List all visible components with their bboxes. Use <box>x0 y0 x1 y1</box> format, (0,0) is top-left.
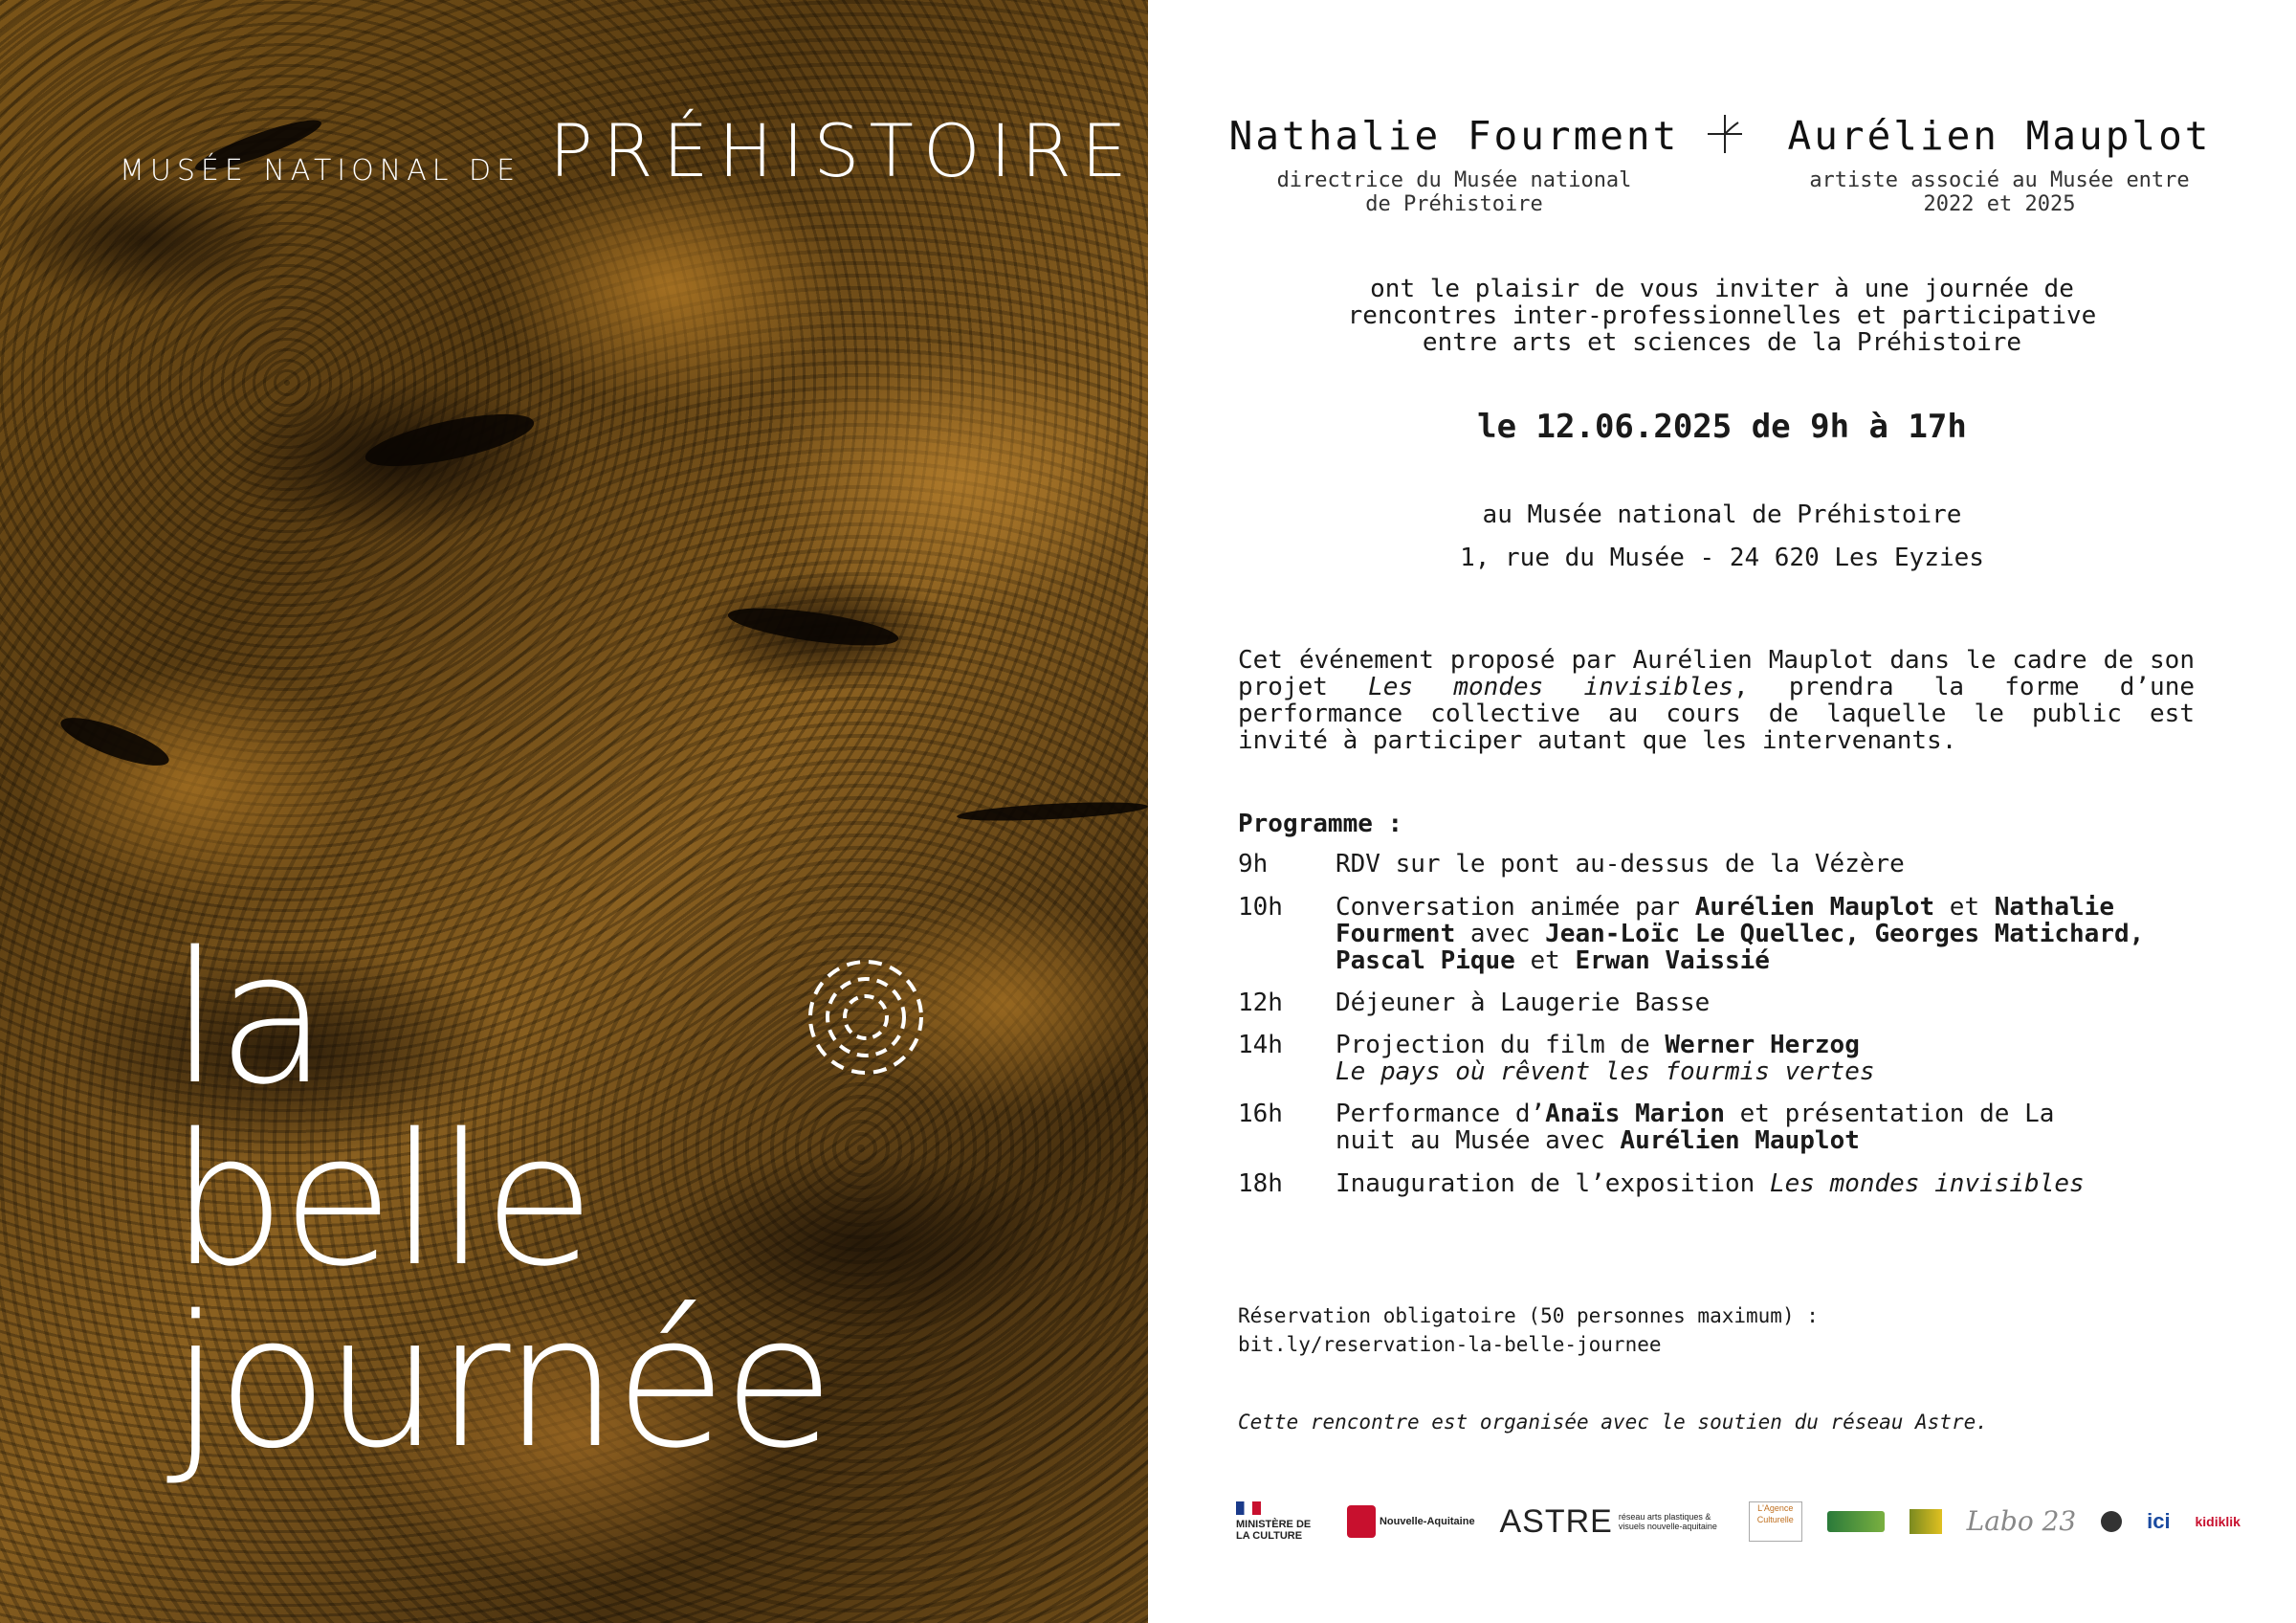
invitation-panel <box>1148 0 2296 1623</box>
programme-time: 14h <box>1238 1031 1283 1059</box>
culture-ministry-logo: MINISTÈRE DE LA CULTURE <box>1236 1501 1322 1542</box>
labo23-logo: Labo 23 <box>1966 1505 2077 1537</box>
invitation-line: entre arts et sciences de la Préhistoire <box>1422 328 2022 357</box>
programme-time: 12h <box>1238 989 1283 1017</box>
invitation-text <box>1148 276 2296 356</box>
programme-text: Performance d’Anaïs Marion et présentation de La nuit au Musée avec Aurélien Mauplot <box>1336 1100 2055 1155</box>
reservation-link[interactable]: bit.ly/reservation-la-belle-journee <box>1238 1333 1662 1356</box>
invitation-line: rencontres inter-professionnelles et participative <box>1347 301 2097 330</box>
yellow-emblem-icon <box>1910 1509 1942 1534</box>
support-note: Cette rencontre est organisée avec le soutien du réseau Astre. <box>1238 1411 1988 1434</box>
venue-name: au Musée national de Préhistoire <box>1482 500 1962 529</box>
description-text: Cet événement proposé par Aurélien Mauplot dans le cadre de son projet <box>1238 646 2195 701</box>
agence-culturelle-logo: L'Agence Culturelle <box>1749 1501 1802 1542</box>
host1-role-line: directrice du Musée national <box>1276 168 1632 192</box>
description-text: , prendra la forme d’une performance collective au cours de laquelle le public est invité à participer autant que les intervenants. <box>1238 673 2195 755</box>
astre-logo: ASTRE réseau arts plastiques & visuels nouvelle-aquitaine <box>1499 1503 1717 1540</box>
title-line: journée <box>170 1277 831 1488</box>
event-title <box>170 913 831 1488</box>
event-date: le 12.06.2025 de 9h à 17h <box>1477 408 1967 446</box>
ici-logo: ici <box>2147 1509 2171 1533</box>
host1-role-line: de Préhistoire <box>1365 192 1543 216</box>
programme-title: Programme : <box>1238 810 1403 838</box>
programme-row <box>1238 1101 2223 1154</box>
flag-icon <box>1236 1501 1261 1515</box>
host2-role-line: 2022 et 2025 <box>1923 192 2076 216</box>
dark-partner-logo <box>2101 1511 2122 1532</box>
star-separator-icon <box>1706 113 1744 155</box>
programme-row <box>1238 1170 2223 1197</box>
dark-emblem-icon <box>2101 1511 2122 1532</box>
host2-role <box>1760 168 2239 216</box>
museum-logo-big: PRÉHISTOIRE <box>549 108 1137 193</box>
host1-name: Nathalie Fourment <box>1228 113 1680 159</box>
texture-crack <box>55 708 173 774</box>
partner-logos <box>1236 1493 2241 1550</box>
event-description <box>1238 647 2195 754</box>
texture-crack <box>957 799 1148 824</box>
green-emblem-icon <box>1827 1511 1885 1532</box>
title-line: belle <box>170 1095 591 1306</box>
reservation-note: Réservation obligatoire (50 personnes maximum) : <box>1238 1304 1819 1327</box>
reservation-block <box>1238 1301 1819 1359</box>
green-partner-logo <box>1827 1511 1885 1532</box>
programme-row <box>1238 894 2223 974</box>
host2-name: Aurélien Mauplot <box>1787 113 2212 159</box>
programme-text: Conversation animée par Aurélien Mauplot et Nathalie Fourment avec Jean-Loïc Le Quellec, Georges Matichard, Pascal Pique et Erwan Vaissié <box>1336 893 2145 975</box>
project-name: Les mondes invisibles <box>1368 673 1734 701</box>
museum-logo-small: MUSÉE NATIONAL DE <box>120 154 521 188</box>
invitation-line: ont le plaisir de vous inviter à une journée de <box>1370 275 2074 303</box>
programme-text: Inauguration de l’exposition Les mondes invisibles <box>1336 1169 2085 1198</box>
host2-role-line: artiste associé au Musée entre <box>1809 168 2190 192</box>
programme-time: 18h <box>1238 1169 1283 1198</box>
host1-role <box>1205 168 1703 216</box>
texture-crack <box>362 404 538 478</box>
programme-row <box>1238 989 2223 1016</box>
yellow-partner-logo <box>1910 1509 1942 1534</box>
texture-crack <box>726 601 900 654</box>
venue-address: 1, rue du Musée - 24 620 Les Eyzies <box>1460 544 1984 572</box>
museum-logo <box>120 108 1137 193</box>
region-emblem-icon <box>1347 1505 1376 1538</box>
programme-time: 9h <box>1238 850 1269 878</box>
programme-text: RDV sur le pont au-dessus de la Vézère <box>1336 850 1905 878</box>
title-line: la <box>170 913 325 1124</box>
region-logo: Nouvelle-Aquitaine <box>1347 1505 1475 1538</box>
programme-time: 16h <box>1238 1100 1283 1128</box>
programme-text: Projection du film de Werner Herzog Le pays où rêvent les fourmis vertes <box>1336 1031 1875 1086</box>
kidiklik-logo: kidiklik <box>2195 1514 2241 1529</box>
programme-row <box>1238 851 2223 878</box>
programme-text: Déjeuner à Laugerie Basse <box>1336 989 1711 1017</box>
programme-row <box>1238 1032 2223 1085</box>
programme-time: 10h <box>1238 893 1283 922</box>
